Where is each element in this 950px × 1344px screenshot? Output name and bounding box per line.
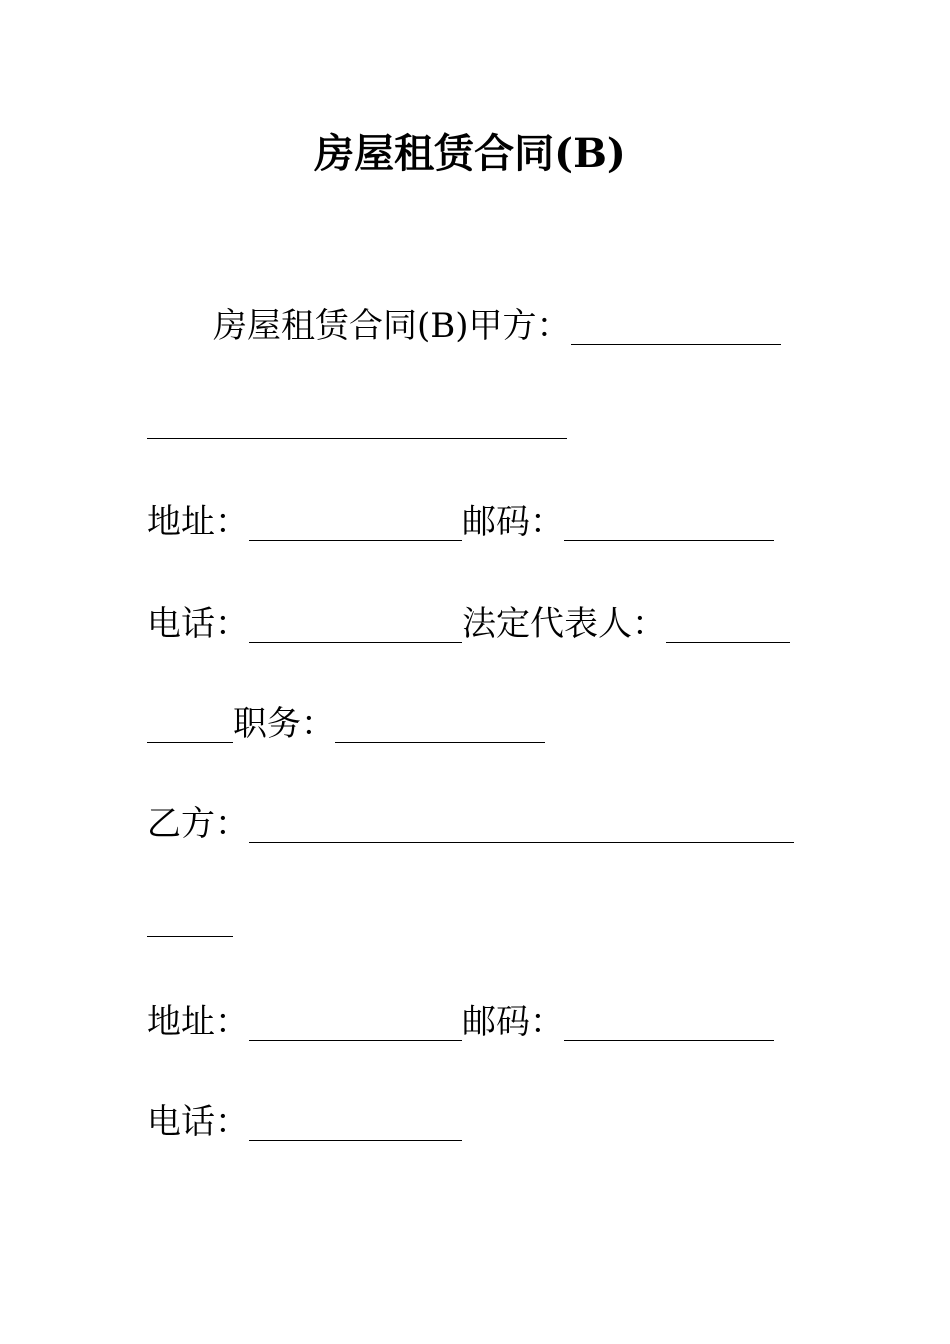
party-b-line bbox=[147, 802, 794, 846]
party-a-position-label: 职务： bbox=[233, 704, 335, 744]
party-b-postcode-label: 邮码： bbox=[462, 1002, 564, 1042]
party-a-name-blank-continued bbox=[147, 398, 567, 439]
party-a-address-label: 地址： bbox=[147, 502, 249, 542]
party-b-continuation-line bbox=[147, 896, 233, 940]
page-title: 房屋租赁合同(B) bbox=[314, 130, 626, 177]
party-a-address-line bbox=[147, 500, 774, 544]
party-b-name-label: 乙方： bbox=[147, 804, 249, 844]
party-b-address-blank bbox=[249, 1000, 462, 1041]
party-b-phone-line bbox=[147, 1100, 462, 1144]
party-a-line bbox=[213, 304, 781, 348]
intro-label: 房屋租赁合同(B)甲方： bbox=[213, 306, 571, 346]
party-a-position-line bbox=[147, 702, 545, 746]
party-a-legal-rep-blank-continued bbox=[147, 702, 233, 743]
party-a-legal-rep-blank bbox=[666, 602, 790, 643]
party-b-phone-label: 电话： bbox=[147, 1102, 249, 1142]
party-a-address-blank bbox=[249, 500, 462, 541]
party-a-postcode-blank bbox=[564, 500, 774, 541]
party-a-phone-line bbox=[147, 602, 790, 646]
party-b-name-blank bbox=[249, 802, 794, 843]
party-a-phone-blank bbox=[249, 602, 462, 643]
party-a-postcode-label: 邮码： bbox=[462, 502, 564, 542]
party-a-continuation-line bbox=[147, 398, 567, 442]
party-b-phone-blank bbox=[249, 1100, 462, 1141]
party-a-position-blank bbox=[335, 702, 545, 743]
party-b-address-line bbox=[147, 1000, 774, 1044]
party-a-phone-label: 电话： bbox=[147, 604, 249, 644]
party-b-address-label: 地址： bbox=[147, 1002, 249, 1042]
party-b-name-blank-continued bbox=[147, 896, 233, 937]
party-b-postcode-blank bbox=[564, 1000, 774, 1041]
party-a-legal-rep-label: 法定代表人： bbox=[462, 604, 666, 644]
party-a-name-blank bbox=[571, 304, 781, 345]
